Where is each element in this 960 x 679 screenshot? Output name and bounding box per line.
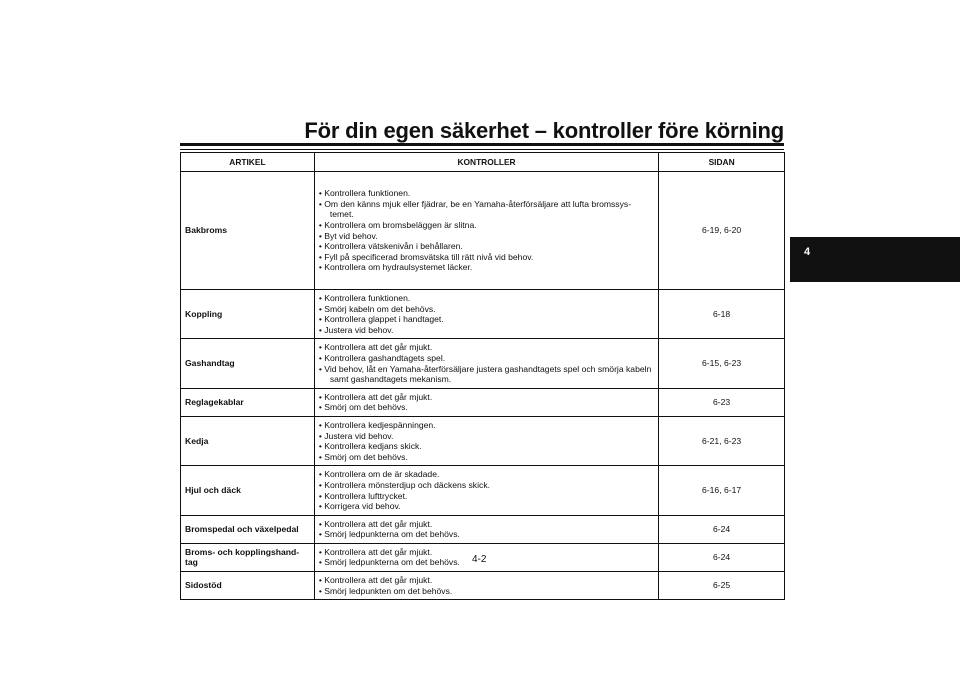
table-row <box>181 290 785 339</box>
check-item: • Kontrollera att det går mjukt. <box>319 575 654 586</box>
row-checks <box>314 290 658 339</box>
title-rule <box>180 143 784 146</box>
check-item: • Kontrollera att det går mjukt. <box>319 547 654 558</box>
title-rule-thin <box>180 149 784 150</box>
row-page-reference: 6-19, 6-20 <box>659 172 785 290</box>
row-page-reference: 6-24 <box>659 515 785 543</box>
row-checks <box>314 388 658 416</box>
check-item: • Smörj om det behövs. <box>319 452 654 463</box>
row-page-reference: 6-15, 6-23 <box>659 339 785 388</box>
row-checks <box>314 416 658 465</box>
check-item: • Kontrollera att det går mjukt. <box>319 392 654 403</box>
check-item: • Smörj ledpunkterna om det behövs. <box>319 529 654 540</box>
check-item: • Kontrollera gashandtagets spel. <box>319 353 654 364</box>
check-item: • Kontrollera kedjans skick. <box>319 441 654 452</box>
row-checks <box>314 543 658 571</box>
row-item-name: Koppling <box>181 290 315 339</box>
check-item: • Kontrollera att det går mjukt. <box>319 519 654 530</box>
check-item: • Smörj kabeln om det behövs. <box>319 304 654 315</box>
check-item: • Kontrollera om hydraulsystemet läcker. <box>319 262 654 273</box>
table-row <box>181 466 785 515</box>
check-item: • Justera vid behov. <box>319 325 654 336</box>
row-checks <box>314 172 658 290</box>
row-item-name: Gashandtag <box>181 339 315 388</box>
chapter-tab <box>790 237 960 282</box>
check-item: • Justera vid behov. <box>319 431 654 442</box>
table-row <box>181 515 785 543</box>
row-item-name: Kedja <box>181 416 315 465</box>
check-item: • Byt vid behov. <box>319 231 654 242</box>
check-item: • Kontrollera mönsterdjup och däckens skick. <box>319 480 654 491</box>
row-item-name: Bakbroms <box>181 172 315 290</box>
row-item-name: Broms- och kopplingshand-tag <box>181 543 315 571</box>
check-item: • Om den känns mjuk eller fjädrar, be en Yamaha-återförsäljare att lufta bromssys-temet. <box>319 199 654 220</box>
row-page-reference: 6-24 <box>659 543 785 571</box>
check-item: • Kontrollera lufttrycket. <box>319 491 654 502</box>
check-item: • Vid behov, låt en Yamaha-återförsäljare justera gashandtagets spel och smörja kabeln samt gashandtagets mekanism. <box>319 364 654 385</box>
page-number: 4-2 <box>472 554 487 565</box>
check-item: • Smörj ledpunkterna om det behövs. <box>319 557 654 568</box>
table-row <box>181 172 785 290</box>
row-item-name: Reglagekablar <box>181 388 315 416</box>
check-item: • Kontrollera glappet i handtaget. <box>319 314 654 325</box>
table-row <box>181 339 785 388</box>
row-item-name: Bromspedal och växelpedal <box>181 515 315 543</box>
chapter-tab-number: 4 <box>804 246 811 258</box>
table-row <box>181 416 785 465</box>
check-item: • Fyll på specificerad bromsvätska till rätt nivå vid behov. <box>319 252 654 263</box>
row-checks <box>314 572 658 600</box>
column-header-item: ARTIKEL <box>181 153 315 172</box>
row-item-name: Hjul och däck <box>181 466 315 515</box>
check-item: • Kontrollera funktionen. <box>319 293 654 304</box>
row-page-reference: 6-16, 6-17 <box>659 466 785 515</box>
table-header-row <box>181 153 785 172</box>
row-page-reference: 6-25 <box>659 572 785 600</box>
check-item: • Kontrollera kedjespänningen. <box>319 420 654 431</box>
row-page-reference: 6-21, 6-23 <box>659 416 785 465</box>
table-row <box>181 572 785 600</box>
check-item: • Smörj om det behövs. <box>319 402 654 413</box>
row-page-reference: 6-23 <box>659 388 785 416</box>
check-item: • Kontrollera att det går mjukt. <box>319 342 654 353</box>
pre-ride-checklist-table <box>180 152 785 600</box>
row-page-reference: 6-18 <box>659 290 785 339</box>
check-item: • Smörj ledpunkten om det behövs. <box>319 586 654 597</box>
column-header-page: SIDAN <box>659 153 785 172</box>
check-item: • Kontrollera om bromsbeläggen är slitna. <box>319 220 654 231</box>
page-title: För din egen säkerhet – kontroller före körning <box>304 118 784 143</box>
row-checks <box>314 339 658 388</box>
row-checks <box>314 515 658 543</box>
check-item: • Kontrollera funktionen. <box>319 188 654 199</box>
row-item-name: Sidostöd <box>181 572 315 600</box>
row-checks <box>314 466 658 515</box>
check-item: • Korrigera vid behov. <box>319 501 654 512</box>
check-item: • Kontrollera vätskenivån i behållaren. <box>319 241 654 252</box>
table-row <box>181 388 785 416</box>
check-item: • Kontrollera om de är skadade. <box>319 469 654 480</box>
column-header-checks: KONTROLLER <box>314 153 658 172</box>
